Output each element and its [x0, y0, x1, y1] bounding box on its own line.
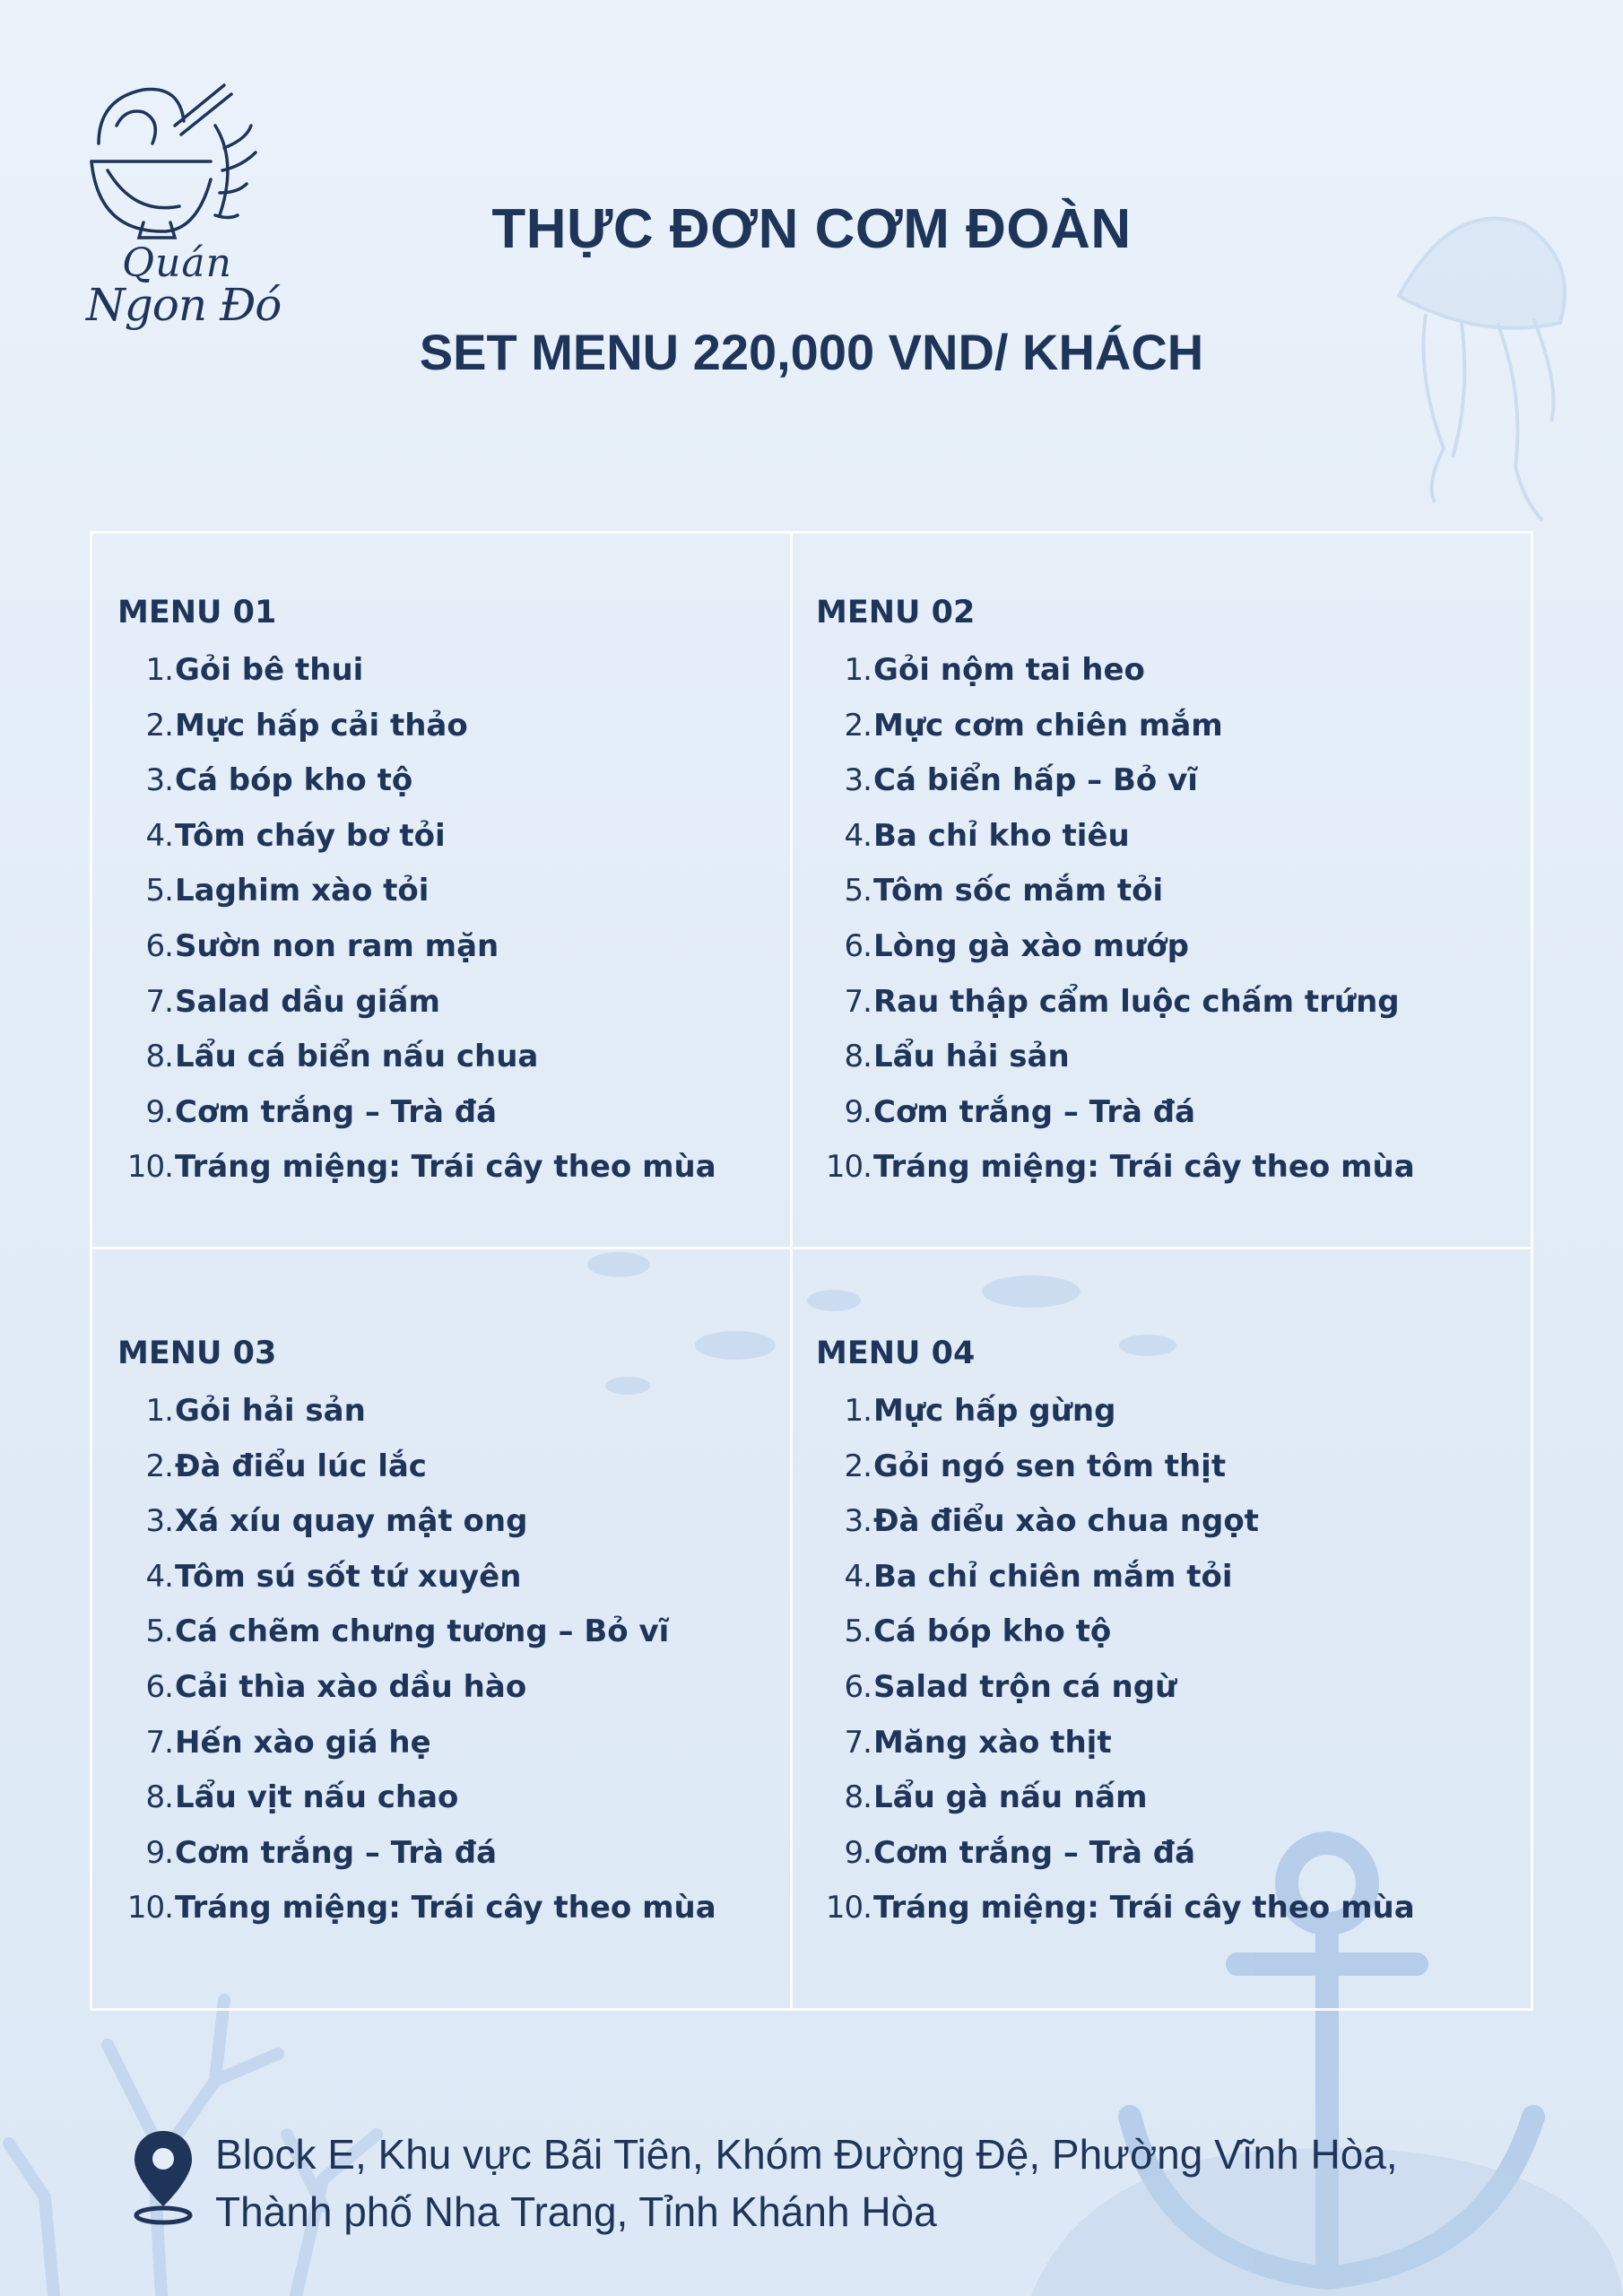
list-item: [117, 699, 716, 754]
dish-name: Măng xào thịt: [873, 1724, 1112, 1761]
logo-line-2: Ngon Đó: [86, 279, 282, 331]
list-item: [816, 1826, 1415, 1882]
list-item: [816, 975, 1415, 1031]
list-item: [816, 1550, 1415, 1605]
dish-name: Lẩu gà nấu nấm: [873, 1779, 1148, 1816]
list-item: [117, 1770, 716, 1826]
list-item: [117, 1030, 716, 1085]
dish-name: Tráng miệng: Trái cây theo mùa: [175, 1890, 716, 1926]
menu-04: [816, 1330, 1415, 1936]
menu-02: [816, 589, 1415, 1196]
item-number: 8.: [844, 1779, 872, 1816]
dish-name: Cơm trắng – Trà đá: [175, 1834, 498, 1871]
list-item: [117, 1826, 716, 1882]
dish-name: Laghim xào tỏi: [175, 873, 430, 909]
item-number: 4.: [844, 1558, 872, 1595]
item-number: 6.: [145, 1668, 173, 1705]
grid-divider-vertical: [790, 534, 793, 2008]
list-item: [117, 1550, 716, 1605]
dish-name: Lẩu cá biển nấu chua: [175, 1039, 539, 1075]
list-item: [117, 753, 716, 809]
address-line-2: Thành phố Nha Trang, Tỉnh Khánh Hòa: [215, 2188, 937, 2235]
dish-name: Đà điểu lúc lắc: [175, 1448, 427, 1484]
item-number: 3.: [844, 762, 872, 799]
list-item: [117, 975, 716, 1031]
list-item: [117, 643, 716, 699]
item-number: 9.: [145, 1093, 173, 1130]
list-item: [117, 1494, 716, 1550]
location-pin-icon: [131, 2127, 195, 2228]
item-number: 8.: [844, 1039, 872, 1075]
item-number: 6.: [844, 927, 872, 964]
item-number: 5.: [145, 873, 173, 909]
menu-03: [117, 1330, 716, 1936]
list-item: [816, 1770, 1415, 1826]
list-item: [117, 809, 716, 865]
dish-name: Lẩu vịt nấu chao: [175, 1779, 459, 1816]
list-item: [816, 1384, 1415, 1439]
address-line-1: Block E, Khu vực Bãi Tiên, Khóm Đường Đệ, Phường Vĩnh Hòa,: [215, 2131, 1398, 2178]
list-item: [117, 1716, 716, 1771]
item-number: 7.: [844, 983, 872, 1020]
list-item: [117, 1140, 716, 1196]
list-item: [816, 1494, 1415, 1550]
item-number: 3.: [145, 1503, 173, 1540]
dish-name: Cá chẽm chưng tương – Bỏ vĩ: [175, 1613, 670, 1650]
list-item: [816, 1660, 1415, 1716]
dish-name: Tráng miệng: Trái cây theo mùa: [873, 1890, 1415, 1926]
item-number: 1.: [844, 1393, 872, 1429]
dish-name: Sườn non ram mặn: [175, 927, 499, 964]
list-item: [816, 1716, 1415, 1771]
item-number: 2.: [844, 707, 872, 744]
item-number: 5.: [145, 1613, 173, 1650]
item-number: 4.: [145, 817, 173, 854]
restaurant-address: [215, 2126, 1398, 2240]
menu-grid: [90, 531, 1533, 2011]
item-number: 9.: [844, 1834, 872, 1871]
item-number: 2.: [844, 1448, 872, 1484]
dish-name: Ba chỉ kho tiêu: [873, 817, 1130, 854]
item-number: 3.: [145, 762, 173, 799]
dish-name: Cơm trắng – Trà đá: [873, 1093, 1196, 1130]
dish-name: Gỏi bê thui: [175, 652, 364, 688]
menu-title: MENU 01: [117, 595, 277, 631]
dish-name: Cải thìa xào dầu hào: [175, 1668, 527, 1705]
item-number: 7.: [844, 1724, 872, 1761]
item-number: 3.: [844, 1503, 872, 1540]
list-item: [117, 1384, 716, 1439]
item-number: 1.: [844, 652, 872, 688]
item-number: 8.: [145, 1779, 173, 1816]
item-number: 10.: [825, 1149, 872, 1186]
item-number: 10.: [126, 1149, 173, 1186]
dish-name: Mực hấp cải thảo: [175, 707, 468, 744]
list-item: [816, 1439, 1415, 1495]
list-item: [816, 809, 1415, 865]
dish-name: Hến xào giá hẹ: [175, 1724, 431, 1761]
list-item: [816, 919, 1415, 975]
item-number: 7.: [145, 983, 173, 1020]
dish-name: Lẩu hải sản: [873, 1039, 1070, 1075]
list-item: [117, 1605, 716, 1660]
logo-line-1: Quán: [122, 240, 232, 286]
dish-name: Cá biển hấp – Bỏ vĩ: [873, 762, 1198, 799]
item-number: 8.: [145, 1039, 173, 1075]
list-item: [816, 864, 1415, 919]
page-title: THỰC ĐƠN CƠM ĐOÀN: [491, 198, 1132, 260]
list-item: [117, 1881, 716, 1936]
item-number: 1.: [145, 1393, 173, 1429]
item-number: 7.: [145, 1724, 173, 1761]
item-number: 9.: [844, 1093, 872, 1130]
dish-name: Mực cơm chiên mắm: [873, 707, 1223, 744]
dish-name: Đà điểu xào chua ngọt: [873, 1503, 1259, 1540]
dish-name: Cơm trắng – Trà đá: [873, 1834, 1196, 1871]
menu-title: MENU 02: [816, 595, 976, 631]
dish-name: Rau thập cẩm luộc chấm trứng: [873, 983, 1400, 1020]
dish-name: Tráng miệng: Trái cây theo mùa: [873, 1149, 1415, 1186]
dish-name: Ba chỉ chiên mắm tỏi: [873, 1558, 1233, 1595]
item-number: 2.: [145, 707, 173, 744]
grid-divider-horizontal: [92, 1247, 1531, 1249]
dish-name: Salad dầu giấm: [175, 983, 440, 1020]
list-item: [117, 1439, 716, 1495]
list-item: [117, 864, 716, 919]
set-menu-price: SET MENU 220,000 VND/ KHÁCH: [419, 324, 1204, 380]
list-item: [816, 1881, 1415, 1936]
item-number: 6.: [145, 927, 173, 964]
item-number: 1.: [145, 652, 173, 688]
item-number: 5.: [844, 1613, 872, 1650]
dish-name: Tôm sốc mắm tỏi: [873, 873, 1164, 909]
dish-name: Cá bóp kho tộ: [175, 762, 413, 799]
item-number: 9.: [145, 1834, 173, 1871]
menu-title: MENU 03: [117, 1335, 277, 1371]
list-item: [816, 753, 1415, 809]
item-number: 10.: [126, 1890, 173, 1926]
item-number: 4.: [145, 1558, 173, 1595]
dish-name: Gỏi ngó sen tôm thịt: [873, 1448, 1227, 1484]
list-item: [117, 919, 716, 975]
menu-01: [117, 589, 716, 1196]
dish-name: Cơm trắng – Trà đá: [175, 1093, 498, 1130]
dish-name: Salad trộn cá ngừ: [873, 1668, 1177, 1705]
item-number: 10.: [825, 1890, 872, 1926]
dish-name: Gỏi nộm tai heo: [873, 652, 1145, 688]
dish-name: Xá xíu quay mật ong: [175, 1503, 528, 1540]
dish-name: Tráng miệng: Trái cây theo mùa: [175, 1149, 716, 1186]
list-item: [816, 1085, 1415, 1141]
list-item: [816, 1605, 1415, 1660]
dish-name: Gỏi hải sản: [175, 1393, 366, 1429]
dish-name: Tôm sú sốt tứ xuyên: [175, 1558, 522, 1595]
item-number: 6.: [844, 1668, 872, 1705]
dish-name: Lòng gà xào mướp: [873, 927, 1189, 964]
dish-name: Tôm cháy bơ tỏi: [175, 817, 446, 854]
list-item: [117, 1085, 716, 1141]
list-item: [816, 1140, 1415, 1196]
list-item: [816, 699, 1415, 754]
menu-title: MENU 04: [816, 1335, 976, 1371]
list-item: [816, 643, 1415, 699]
item-number: 5.: [844, 873, 872, 909]
list-item: [816, 1030, 1415, 1085]
item-number: 2.: [145, 1448, 173, 1484]
dish-name: Cá bóp kho tộ: [873, 1613, 1112, 1650]
item-number: 4.: [844, 817, 872, 854]
dish-name: Mực hấp gừng: [873, 1393, 1116, 1429]
list-item: [117, 1660, 716, 1716]
